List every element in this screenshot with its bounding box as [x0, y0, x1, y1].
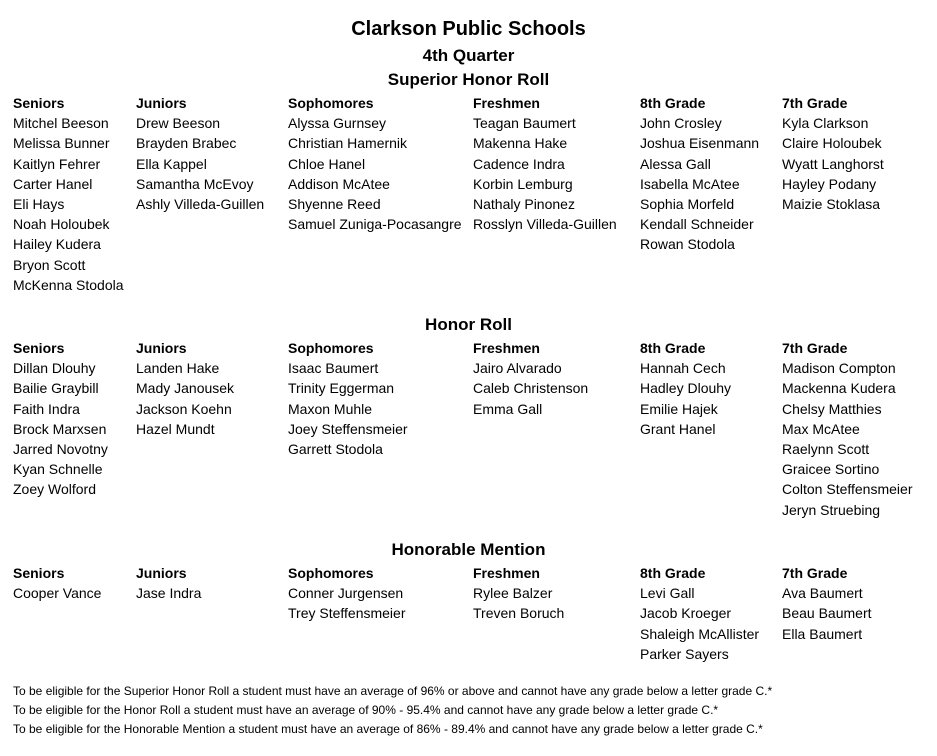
student-name: Ella Kappel	[136, 155, 207, 172]
student-name: Jeryn Struebing	[782, 501, 881, 518]
student-name: Emilie Hajek	[640, 400, 718, 417]
student-name: Ella Baumert	[782, 625, 863, 642]
honor-roll-column	[640, 338, 731, 439]
student-name: Rylee Balzer	[473, 585, 553, 602]
grade-header: Sophomores	[288, 95, 374, 111]
student-name: Drew Beeson	[136, 115, 221, 132]
student-name: Jairo Alvarado	[473, 360, 562, 377]
student-name: Samantha McEvoy	[136, 175, 254, 192]
student-name: Hannah Cech	[640, 360, 726, 377]
student-name: Trinity Eggerman	[288, 380, 395, 397]
grade-header: 7th Grade	[782, 340, 848, 356]
grade-header: 7th Grade	[782, 95, 848, 111]
grade-header: Seniors	[13, 340, 65, 356]
student-name: Parker Sayers	[640, 645, 729, 662]
student-name: Caleb Christenson	[473, 380, 589, 397]
honor-roll-column	[136, 338, 234, 439]
grade-header: Seniors	[13, 565, 65, 581]
student-name: Nathaly Pinonez	[473, 196, 575, 213]
student-name: Sophia Morfeld	[640, 196, 735, 213]
superior-honor-roll-column	[640, 93, 759, 255]
student-name: Jase Indra	[136, 585, 202, 602]
student-name: Alyssa Gurnsey	[288, 115, 387, 132]
eligibility-footnotes	[13, 682, 772, 739]
student-name: Bryon Scott	[13, 256, 86, 273]
student-name: Cadence Indra	[473, 155, 565, 172]
grade-header: 8th Grade	[640, 340, 706, 356]
grade-header: Freshmen	[473, 340, 540, 356]
student-name: Treven Boruch	[473, 605, 565, 622]
grade-header: Freshmen	[473, 95, 540, 111]
student-name: Beau Baumert	[782, 605, 872, 622]
grade-header: 7th Grade	[782, 565, 848, 581]
honorable-mention-column	[136, 563, 201, 603]
superior-honor-roll-column	[13, 93, 124, 295]
student-name: Garrett Stodola	[288, 441, 383, 458]
student-name: Brock Marxsen	[13, 420, 107, 437]
student-name: Samuel Zuniga-Pocasangre	[288, 216, 462, 233]
student-name: Mackenna Kudera	[782, 380, 896, 397]
student-name: Addison McAtee	[288, 175, 390, 192]
student-name: Joey Steffensmeier	[288, 420, 408, 437]
student-name: Makenna Hake	[473, 135, 568, 152]
student-name: Joshua Eisenmann	[640, 135, 760, 152]
student-name: Hadley Dlouhy	[640, 380, 732, 397]
honorable-mention-column	[640, 563, 759, 664]
student-name: Christian Hamernik	[288, 135, 408, 152]
superior-honor-roll-column	[288, 93, 462, 234]
student-name: Hailey Kudera	[13, 236, 101, 253]
student-name: Mady Janousek	[136, 380, 235, 397]
superior-honor-roll-column	[782, 93, 884, 214]
student-name: John Crosley	[640, 115, 722, 132]
student-name: Emma Gall	[473, 400, 543, 417]
student-name: Kyan Schnelle	[13, 461, 103, 478]
student-name: Dillan Dlouhy	[13, 360, 96, 377]
grade-header: 8th Grade	[640, 95, 706, 111]
honorable-mention-heading: Honorable Mention	[391, 540, 546, 559]
student-name: Colton Steffensmeier	[782, 481, 913, 498]
student-name: Raelynn Scott	[782, 441, 870, 458]
footnote-honor-roll: To be eligible for the Honor Roll a student must have an average of 90% - 95.4% and cannot have any grade below a letter grade C.*	[13, 703, 719, 717]
student-name: Claire Holoubek	[782, 135, 882, 152]
student-name: Faith Indra	[13, 400, 80, 417]
grade-header: Sophomores	[288, 340, 374, 356]
honor-roll-column	[473, 338, 588, 419]
superior-honor-roll-column	[473, 93, 617, 234]
student-name: Kendall Schneider	[640, 216, 754, 233]
student-name: Shaleigh McAllister	[640, 625, 760, 642]
student-name: McKenna Stodola	[13, 276, 124, 293]
student-name: Chloe Hanel	[288, 155, 366, 172]
student-name: Melissa Bunner	[13, 135, 110, 152]
student-name: Grant Hanel	[640, 420, 716, 437]
grade-header: Sophomores	[288, 565, 374, 581]
footnote-honorable-mention: To be eligible for the Honorable Mention a student must have an average of 86% - 89.4% and cannot have any grade below a letter grade C.*	[13, 722, 763, 736]
student-name: Ashly Villeda-Guillen	[136, 196, 265, 213]
student-name: Kyla Clarkson	[782, 115, 869, 132]
student-name: Madison Compton	[782, 360, 896, 377]
student-name: Alessa Gall	[640, 155, 711, 172]
student-name: Rosslyn Villeda-Guillen	[473, 216, 617, 233]
superior-honor-roll-heading: Superior Honor Roll	[387, 70, 550, 89]
honor-roll-heading: Honor Roll	[425, 315, 512, 334]
grade-header: Seniors	[13, 95, 65, 111]
student-name: Shyenne Reed	[288, 196, 381, 213]
grade-header: Juniors	[136, 565, 187, 581]
student-name: Jacob Kroeger	[640, 605, 732, 622]
grade-header: 8th Grade	[640, 565, 706, 581]
honorable-mention-column	[782, 563, 872, 644]
document-title: Clarkson Public Schools	[351, 18, 586, 40]
student-name: Wyatt Langhorst	[782, 155, 884, 172]
superior-honor-roll-column	[136, 93, 264, 214]
student-name: Carter Hanel	[13, 175, 93, 192]
student-name: Cooper Vance	[13, 585, 102, 602]
student-name: Maxon Muhle	[288, 400, 373, 417]
student-name: Korbin Lemburg	[473, 175, 573, 192]
student-name: Isabella McAtee	[640, 175, 740, 192]
student-name: Isaac Baumert	[288, 360, 379, 377]
honor-roll-column	[782, 338, 912, 520]
honorable-mention-column	[13, 563, 101, 603]
student-name: Bailie Graybill	[13, 380, 99, 397]
student-name: Jarred Novotny	[13, 441, 108, 458]
student-name: Conner Jurgensen	[288, 585, 404, 602]
student-name: Kaitlyn Fehrer	[13, 155, 101, 172]
quarter-label: 4th Quarter	[422, 46, 515, 65]
honorable-mention-column	[288, 563, 406, 624]
student-name: Levi Gall	[640, 585, 695, 602]
honor-roll-column	[288, 338, 408, 459]
honor-roll-column	[13, 338, 108, 500]
student-name: Trey Steffensmeier	[288, 605, 406, 622]
grade-header: Juniors	[136, 95, 187, 111]
grade-header: Freshmen	[473, 565, 540, 581]
student-name: Hazel Mundt	[136, 420, 215, 437]
student-name: Brayden Brabec	[136, 135, 237, 152]
student-name: Zoey Wolford	[13, 481, 96, 498]
grade-header: Juniors	[136, 340, 187, 356]
student-name: Ava Baumert	[782, 585, 863, 602]
student-name: Eli Hays	[13, 196, 65, 213]
student-name: Noah Holoubek	[13, 216, 110, 233]
honorable-mention-column	[473, 563, 564, 624]
student-name: Hayley Podany	[782, 175, 877, 192]
student-name: Jackson Koehn	[136, 400, 232, 417]
student-name: Maizie Stoklasa	[782, 196, 881, 213]
footnote-superior: To be eligible for the Superior Honor Roll a student must have an average of 96% or above and cannot have any grade below a letter grade C.*	[13, 684, 773, 698]
student-name: Teagan Baumert	[473, 115, 576, 132]
student-name: Mitchel Beeson	[13, 115, 109, 132]
student-name: Landen Hake	[136, 360, 220, 377]
student-name: Max McAtee	[782, 420, 860, 437]
student-name: Rowan Stodola	[640, 236, 735, 253]
student-name: Chelsy Matthies	[782, 400, 882, 417]
student-name: Graicee Sortino	[782, 461, 880, 478]
